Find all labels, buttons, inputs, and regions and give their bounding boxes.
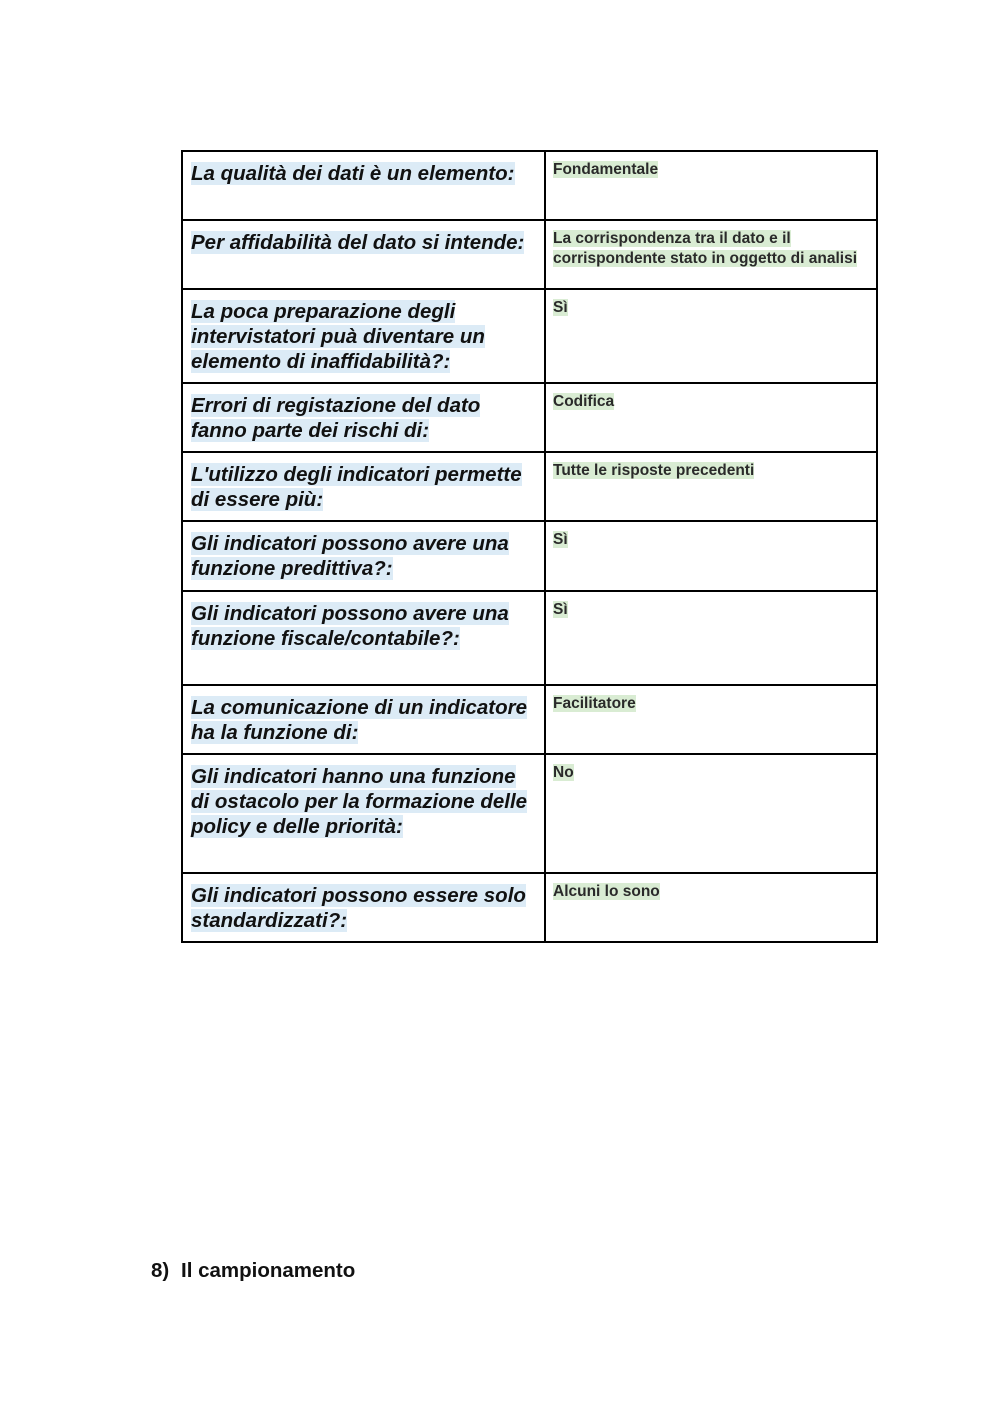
question-cell xyxy=(182,220,545,289)
question-text: La qualità dei dati è un elemento: xyxy=(191,162,515,185)
table-row xyxy=(182,289,877,383)
section-number: 8) xyxy=(151,1259,170,1282)
answer-cell xyxy=(545,383,877,452)
question-text: L'utilizzo degli indicatori permette di essere più: xyxy=(191,463,522,511)
section-heading xyxy=(151,1259,355,1283)
answer-text: Sì xyxy=(553,531,568,548)
question-cell xyxy=(182,521,545,591)
answer-cell xyxy=(545,521,877,591)
answer-text: No xyxy=(553,764,574,781)
question-cell xyxy=(182,754,545,873)
answer-cell xyxy=(545,151,877,220)
answer-text: Codifica xyxy=(553,393,615,410)
answer-cell xyxy=(545,220,877,289)
question-text: Errori di registazione del dato fanno parte dei rischi di: xyxy=(191,394,481,442)
question-cell xyxy=(182,591,545,685)
table-row xyxy=(182,591,877,685)
question-cell xyxy=(182,685,545,754)
answer-text: Sì xyxy=(553,299,568,316)
question-cell xyxy=(182,873,545,942)
answer-cell xyxy=(545,591,877,685)
table-row xyxy=(182,452,877,521)
answer-text: Facilitatore xyxy=(553,695,636,712)
answer-text: Tutte le risposte precedenti xyxy=(553,462,755,479)
answer-cell xyxy=(545,289,877,383)
table-row xyxy=(182,754,877,873)
answer-cell xyxy=(545,685,877,754)
table-row xyxy=(182,151,877,220)
qa-table xyxy=(181,150,878,943)
answer-text: Alcuni lo sono xyxy=(553,883,660,900)
answer-cell xyxy=(545,452,877,521)
question-cell xyxy=(182,452,545,521)
question-text: Gli indicatori possono avere una funzione predittiva?: xyxy=(191,532,509,580)
table-row xyxy=(182,685,877,754)
question-text: La comunicazione di un indicatore ha la funzione di: xyxy=(191,696,528,744)
table-row xyxy=(182,873,877,942)
question-text: Gli indicatori possono essere solo standardizzati?: xyxy=(191,884,526,932)
answer-text: Sì xyxy=(553,601,568,618)
answer-text: La corrispondenza tra il dato e il corrispondente stato in oggetto di analisi xyxy=(553,230,857,267)
question-text: La poca preparazione degli intervistatori puà diventare un elemento di inaffidabilità?: xyxy=(191,300,485,373)
table-row xyxy=(182,383,877,452)
question-text: Per affidabilità del dato si intende: xyxy=(191,231,525,254)
answer-cell xyxy=(545,754,877,873)
table-row xyxy=(182,220,877,289)
question-text: Gli indicatori hanno una funzione di ostacolo per la formazione delle policy e delle priorità: xyxy=(191,765,528,838)
question-cell xyxy=(182,289,545,383)
table-row xyxy=(182,521,877,591)
question-cell xyxy=(182,151,545,220)
question-cell xyxy=(182,383,545,452)
qa-table-body xyxy=(182,151,877,942)
section-title: Il campionamento xyxy=(181,1259,356,1282)
answer-text: Fondamentale xyxy=(553,161,659,178)
answer-cell xyxy=(545,873,877,942)
question-text: Gli indicatori possono avere una funzione fiscale/contabile?: xyxy=(191,602,509,650)
